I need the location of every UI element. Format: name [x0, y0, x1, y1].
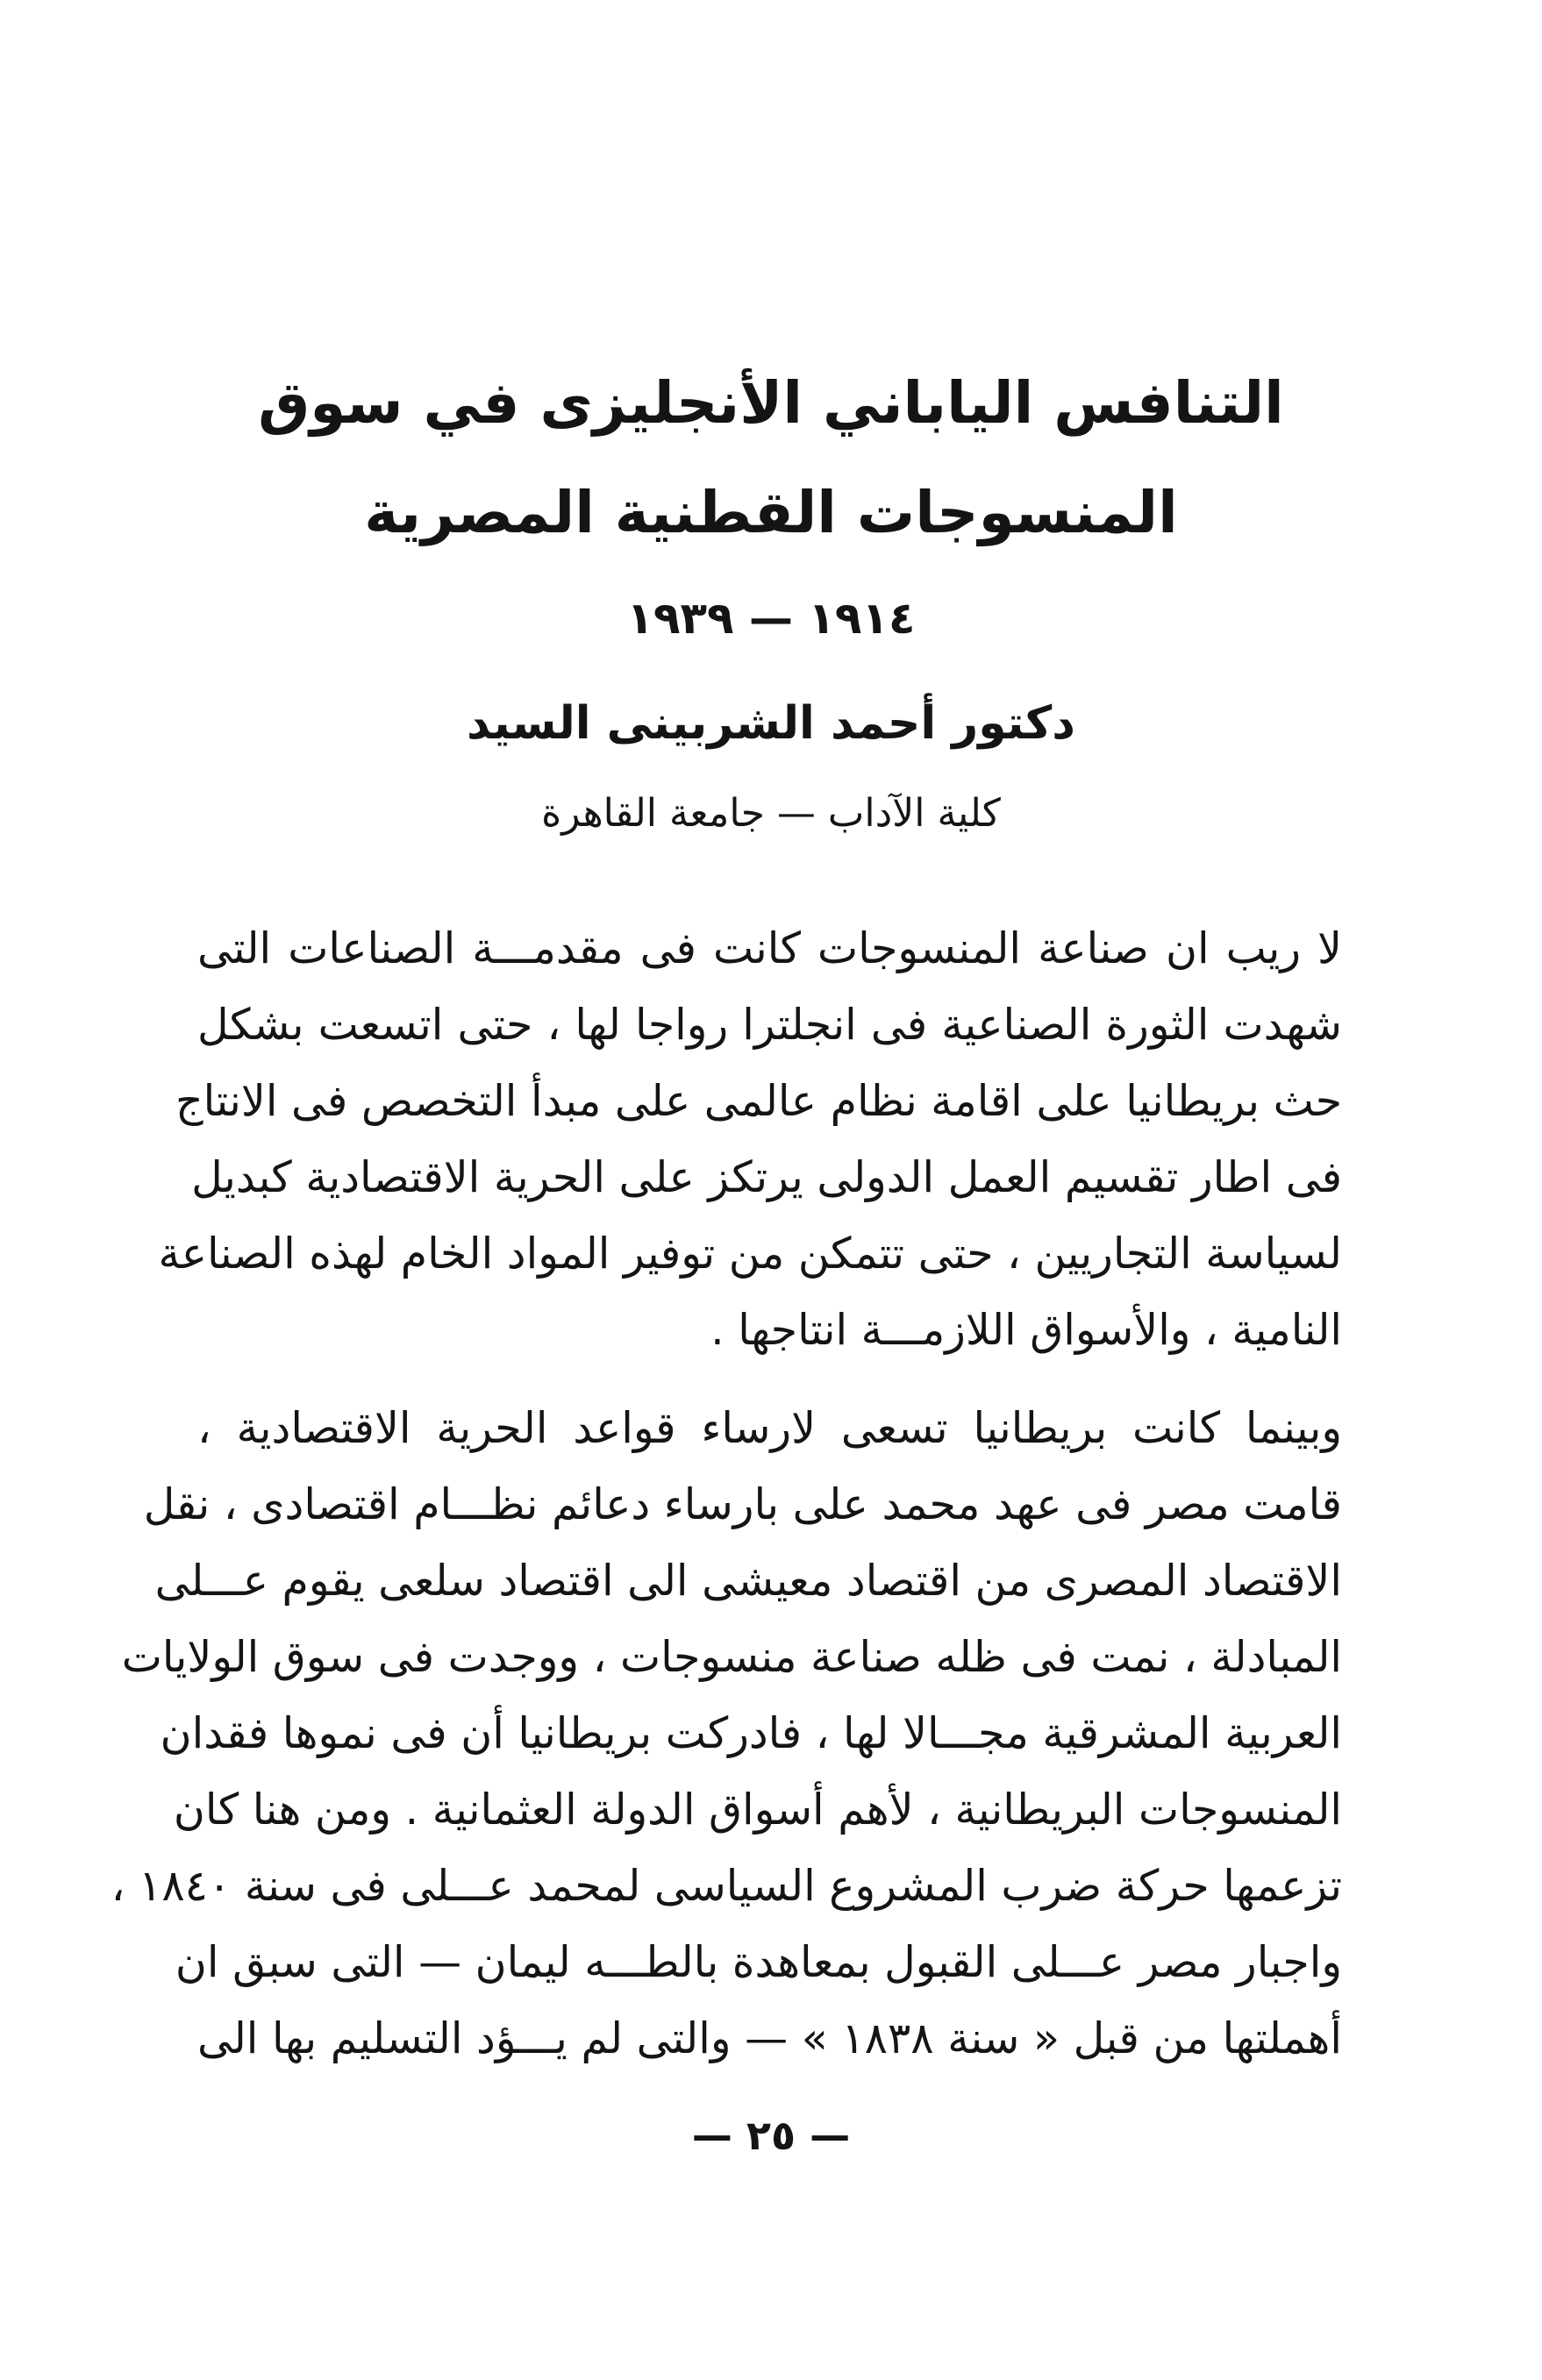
author-name: دكتور أحمد الشربينى السيد [467, 697, 1075, 750]
article-title-line-2: المنسوجات القطنية المصرية [364, 479, 1178, 546]
paragraph-line: قامت مصر فى عهد محمد على بارساء دعائم نظـــام اقتصادى ، نقل [143, 1479, 1342, 1529]
paragraph-line: أهملتها من قبل « سنة ١٨٣٨ » — والتى لم يـــؤد التسليم بها الى [197, 2013, 1342, 2063]
article-title-line-1: التنافس الياباني الأنجليزى في سوق [258, 369, 1284, 437]
paragraph-line: وبينما كانت بريطانيا تسعى لارساء قواعد الحرية الاقتصادية ، [197, 1403, 1342, 1453]
paragraph-line: الاقتصاد المصرى من اقتصاد معيشى الى اقتصاد سلعى يقوم عـــلى [154, 1556, 1342, 1606]
paragraph-line: المنسوجات البريطانية ، لأهم أسواق الدولة العثمانية . ومن هنا كان [173, 1785, 1342, 1835]
paragraph-line: حث بريطانيا على اقامة نظام عالمى على مبدأ التخصص فى الانتاج [175, 1076, 1342, 1126]
page-number: — ٢٥ — [691, 2112, 851, 2159]
paragraph-line: المبادلة ، نمت فى ظله صناعة منسوجات ، ووجدت فى سوق الولايات [121, 1632, 1342, 1682]
body-paragraph-2 [111, 1390, 1342, 2077]
paragraph-line: لسياسة التجاريين ، حتى تتمكن من توفير المواد الخام لهذه الصناعة [158, 1229, 1342, 1279]
paragraph-line: النامية ، والأسواق اللازمـــة انتاجها . [710, 1305, 1342, 1355]
paragraph-line: لا ريب ان صناعة المنسوجات كانت فى مقدمـــة الصناعات التى [197, 923, 1342, 973]
paragraph-line: فى اطار تقسيم العمل الدولى يرتكز على الحرية الاقتصادية كبديل [191, 1152, 1342, 1202]
body-paragraph-1 [158, 910, 1342, 1368]
author-affiliation: كلية الآداب — جامعة القاهرة [541, 791, 1001, 836]
paragraph-line: تزعمها حركة ضرب المشروع السياسى لمحمد عـــلى فى سنة ١٨٤٠ ، [111, 1861, 1342, 1911]
paragraph-line: شهدت الثورة الصناعية فى انجلترا رواجا لها ، حتى اتسعت بشكل [197, 1000, 1342, 1050]
paragraph-line: العربية المشرقية مجـــالا لها ، فادركت بريطانيا أن فى نموها فقدان [160, 1708, 1342, 1758]
article-years: ١٩١٤ — ١٩٣٩ [626, 593, 916, 644]
paragraph-line: واجبار مصر عـــلى القبول بمعاهدة بالطـــه ليمان — التى سبق ان [175, 1937, 1342, 1987]
